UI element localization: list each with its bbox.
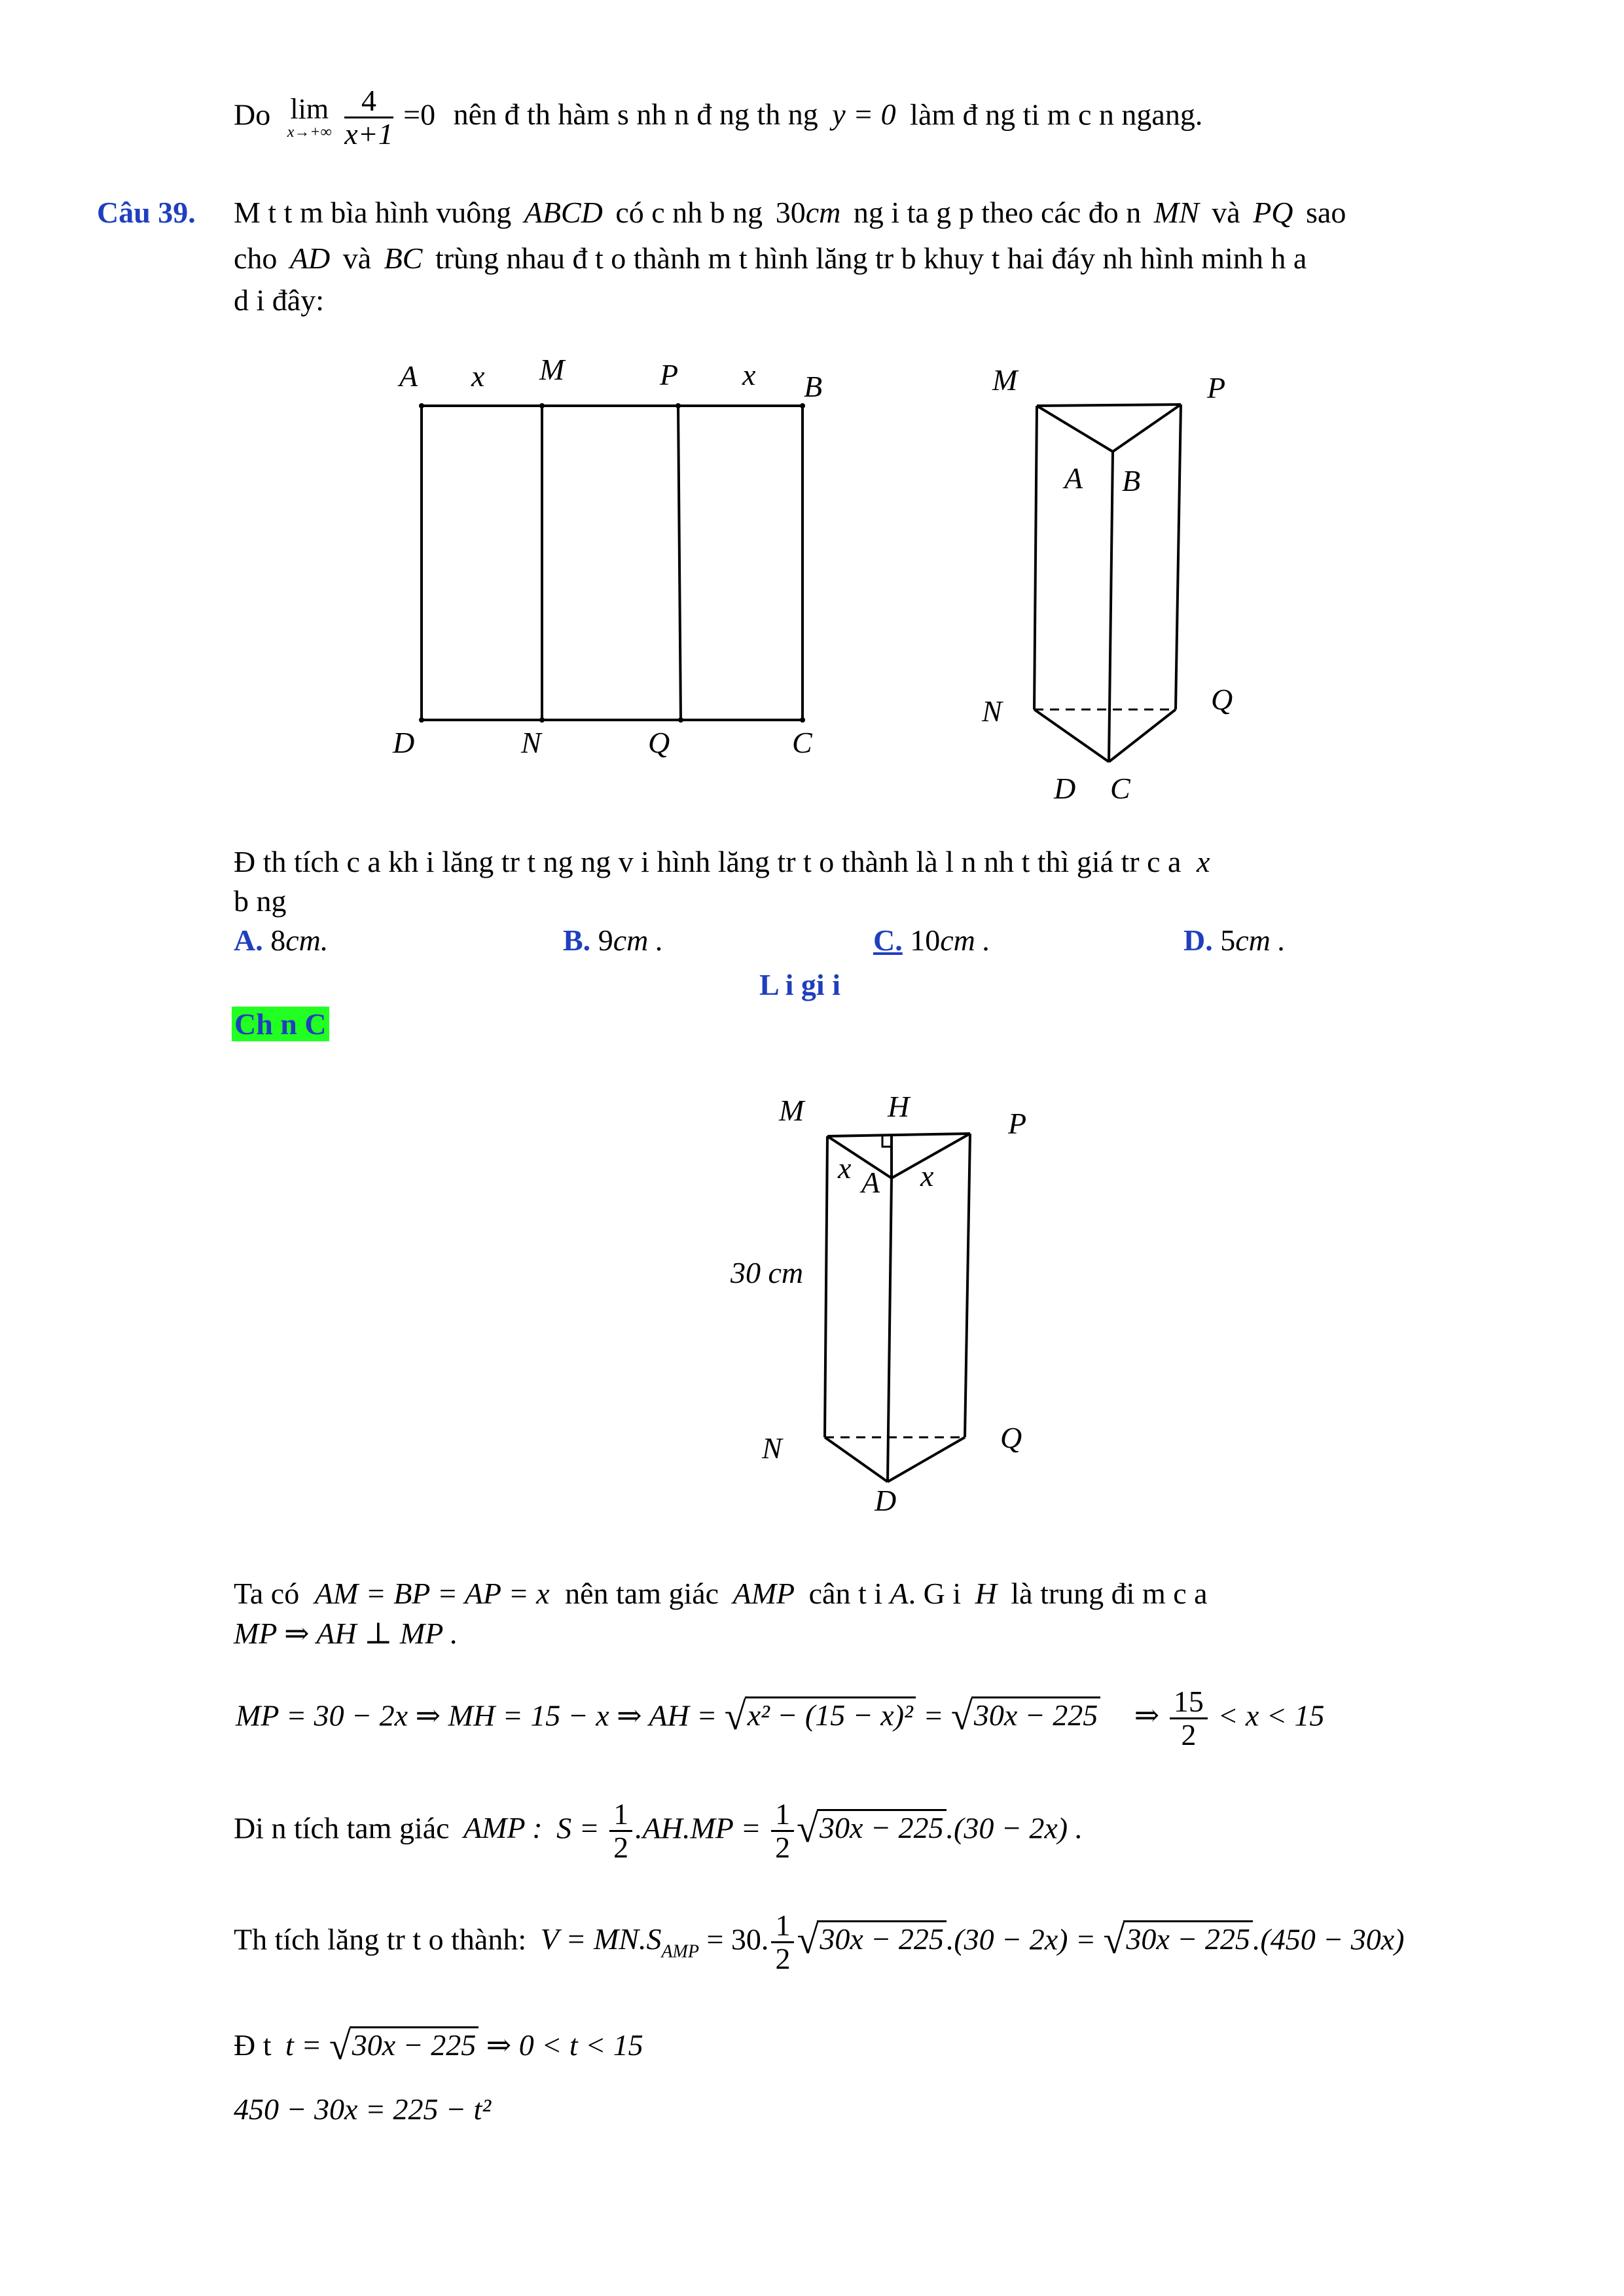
sol-sqrt-4: 30x − 225	[817, 1809, 946, 1844]
sol-line-4	[234, 1799, 1083, 1864]
label-Q: Q	[648, 726, 670, 759]
qe-text: Đ th tích c a kh i lăng tr t ng ng v i hình lăng tr t o thành là l n nh t thì giá tr c a	[234, 845, 1182, 878]
sol-30-2x: .(30 − 2x) .	[946, 1811, 1083, 1845]
sol-the-tich: Th tích lăng tr t o thành:	[234, 1922, 527, 1956]
label-A: A	[399, 359, 418, 393]
question-end-line-2: b ng	[234, 884, 287, 918]
q-pq: PQ	[1253, 196, 1293, 229]
sqrt-icon: √	[329, 2024, 351, 2068]
sqrt-icon: √	[797, 1807, 819, 1851]
question-label: Câu 39.	[97, 196, 196, 229]
label-N: N	[521, 726, 541, 759]
lim-den: x+1	[344, 117, 393, 151]
label-x3b: x	[920, 1159, 934, 1193]
figure-prism-folded	[956, 353, 1257, 812]
sol-text-1e: là trung đi m c a	[1011, 1577, 1208, 1610]
q-bc: BC	[384, 242, 423, 275]
answer-c-val: 10	[910, 924, 941, 957]
answer-b[interactable]	[563, 923, 663, 958]
q-cm: cm	[805, 196, 841, 229]
q-mn: MN	[1153, 196, 1199, 229]
sol-sqrt-5b: 30x − 225	[1123, 1920, 1252, 1956]
lim-text-2: làm đ ng ti m c n ngang.	[910, 98, 1203, 132]
label-B: B	[804, 370, 823, 403]
answer-a[interactable]	[234, 923, 328, 958]
sol-a: A	[890, 1577, 909, 1610]
label-Q2: Q	[1211, 683, 1233, 716]
sol-h: H	[975, 1577, 997, 1610]
q-text-1: M t t m bìa hình vuông	[234, 196, 512, 229]
sol-sqrt-6: 30x − 225	[350, 2026, 478, 2062]
q-30: 30	[775, 196, 806, 229]
sol-eq-30: = 30.	[706, 1922, 769, 1956]
sol-text-1b: nên tam giác	[565, 1577, 719, 1610]
q-sao: sao	[1306, 196, 1346, 229]
sqrt-icon: √	[797, 1918, 819, 1962]
q-va2: và	[342, 242, 372, 275]
answer-a-val: 8	[270, 924, 286, 957]
answer-d-val: 5	[1220, 924, 1236, 957]
label-P3: P	[1008, 1107, 1027, 1140]
answer-c-unit: cm .	[940, 924, 990, 957]
question-end-line-1	[234, 844, 1210, 879]
label-M: M	[539, 353, 565, 386]
q-ad: AD	[289, 242, 331, 275]
do-text: Do	[234, 98, 271, 132]
sol-dat: Đ t	[234, 2028, 272, 2062]
answer-d-key: D.	[1183, 924, 1213, 957]
sol-t-range: ⇒ 0 < t < 15	[486, 2028, 643, 2062]
lim-fraction	[344, 85, 393, 151]
answer-c[interactable]	[873, 923, 990, 958]
q-text-2: có c nh b ng	[615, 196, 763, 229]
label-x2: x	[742, 358, 756, 391]
limit-line	[234, 85, 1202, 151]
label-D3: D	[875, 1484, 897, 1517]
lim-num: 4	[344, 85, 393, 118]
lim-text-1: nên đ th hàm s nh n đ ng th ng	[453, 98, 818, 132]
label-D: D	[393, 726, 415, 759]
answer-b-unit: cm .	[613, 924, 664, 957]
sol-line-6	[234, 2020, 643, 2068]
frac-1-2-a: $\frac{1}{2}$	[609, 1799, 632, 1864]
sol-amp-2: AMP :	[463, 1811, 543, 1845]
sqrt-icon: √	[1103, 1918, 1125, 1962]
sol-eq-3: =	[923, 1698, 944, 1732]
answer-a-key: A.	[234, 924, 263, 957]
sol-line-5	[234, 1910, 1405, 1975]
label-M2: M	[992, 363, 1018, 397]
answer-a-unit: cm.	[285, 924, 329, 957]
answer-c-key: C.	[873, 924, 903, 957]
lim-eq: =0	[403, 98, 436, 132]
sol-sqrt-5a: 30x − 225	[817, 1920, 946, 1956]
y-eq-0: y = 0	[832, 98, 896, 132]
q-va: và	[1212, 196, 1240, 229]
sol-s: S =	[556, 1811, 600, 1845]
label-C2: C	[1110, 772, 1130, 805]
figure-square-unfolded	[367, 353, 838, 772]
sol-amp-sub: AMP	[661, 1941, 699, 1962]
figure-solution-prism	[720, 1086, 1060, 1532]
sol-amp: AMP	[732, 1577, 795, 1610]
sol-am-bp: AM = BP = AP = x	[314, 1577, 550, 1610]
sol-line-7: 450 − 30x = 225 − t²	[234, 2092, 492, 2126]
sol-ah-mp: .AH.MP =	[635, 1811, 761, 1845]
sol-imp: ⇒	[1134, 1698, 1160, 1732]
answer-b-key: B.	[563, 924, 591, 957]
label-x1: x	[471, 359, 485, 393]
answer-d[interactable]	[1183, 923, 1286, 958]
sol-450-30x: .(450 − 30x)	[1252, 1922, 1405, 1956]
solution-title: L i gi i	[759, 968, 840, 1001]
sol-line-3	[236, 1686, 1324, 1751]
sol-dien-tich: Di n tích tam giác	[234, 1811, 450, 1845]
frac-1-2-b: $\frac{1}{2}$	[771, 1799, 794, 1864]
sol-mp: MP = 30 − 2x ⇒ MH = 15 − x ⇒ AH =	[236, 1698, 717, 1732]
sol-text-1d: . G i	[908, 1577, 962, 1610]
label-A3: A	[861, 1166, 880, 1199]
label-H3: H	[888, 1090, 910, 1123]
sol-tacó: Ta có	[234, 1577, 300, 1610]
label-C: C	[792, 726, 812, 759]
label-Q3: Q	[1000, 1421, 1022, 1454]
question-line-3: d i đây:	[234, 283, 324, 317]
fold-pq	[678, 406, 681, 720]
qe-x: x	[1196, 845, 1210, 878]
sol-sqrt-1: x² − (15 − x)²	[745, 1696, 916, 1732]
sqrt-icon: √	[724, 1695, 746, 1738]
label-30cm: 30 cm	[731, 1256, 804, 1289]
sol-line-2: MP ⇒ AH ⊥ MP .	[234, 1617, 458, 1650]
answer-b-val: 9	[598, 924, 613, 957]
sol-t-eq: t =	[285, 2028, 322, 2062]
frac-15-2: $\frac{15}{2}$	[1170, 1686, 1208, 1751]
label-N2: N	[982, 694, 1002, 728]
q-text-4: trùng nhau đ t o thành m t hình lăng tr b khuy t hai đáy nh hình minh h a	[435, 242, 1307, 275]
question-line-1	[234, 195, 1346, 230]
lim-sub: x→+∞	[287, 124, 332, 141]
label-M3: M	[779, 1094, 804, 1127]
label-N3: N	[762, 1431, 782, 1465]
sol-range: < x < 15	[1218, 1698, 1325, 1732]
label-x3a: x	[838, 1151, 852, 1185]
sol-v: V = MN.S	[540, 1922, 662, 1956]
q-text-3: ng i ta g p theo các đo n	[853, 196, 1142, 229]
question-line-2	[234, 241, 1307, 276]
sqrt-icon: √	[950, 1695, 973, 1738]
lim-text: lim	[290, 93, 329, 126]
answer-d-unit: cm .	[1235, 924, 1286, 957]
label-B2: B	[1122, 464, 1141, 497]
sol-line-1	[234, 1576, 1208, 1611]
q-abcd: ABCD	[524, 196, 603, 229]
sol-text-1c: cân t i	[808, 1577, 883, 1610]
sol-sqrt-2: 30x − 225	[971, 1696, 1100, 1732]
label-D2: D	[1054, 772, 1076, 805]
label-P: P	[660, 358, 679, 391]
lim-block	[287, 94, 332, 141]
q-cho: cho	[234, 242, 278, 275]
frac-1-2-c: $\frac{1}{2}$	[771, 1910, 794, 1975]
sol-30-2x-b: .(30 − 2x) =	[946, 1922, 1096, 1956]
chon-c-badge: Ch n C	[232, 1007, 329, 1041]
label-P2: P	[1207, 371, 1226, 404]
label-A2: A	[1064, 461, 1083, 495]
